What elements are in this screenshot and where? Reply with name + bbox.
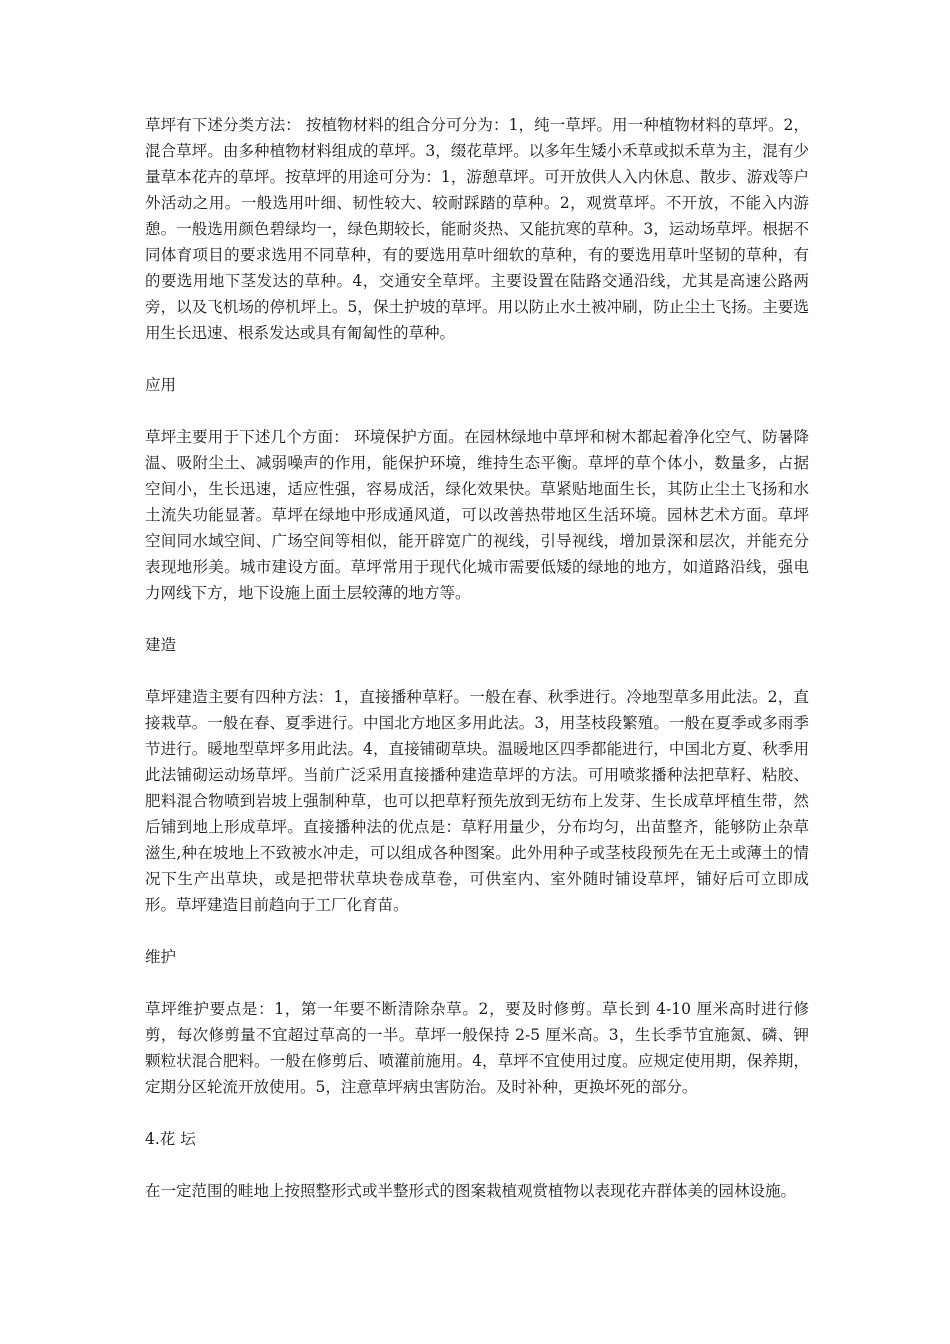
paragraph-gap — [145, 918, 809, 944]
paragraph-gap — [145, 606, 809, 632]
heading-construction: 建造 — [145, 636, 177, 654]
paragraph-gap — [145, 1100, 809, 1126]
paragraph-gap — [145, 970, 809, 996]
heading-application: 应用 — [145, 376, 177, 394]
paragraph-lawn-maintenance: 草坪维护要点是：1，第一年要不断清除杂草。2，要及时修剪。草长到 4-10 厘米高时进行修剪，每次修剪量不宜超过草高的一半。草坪一般保持 2-5 厘米高。3，生长季节宜施氮、磷、钾颗粒状混合肥料。一般在修剪后、喷灌前施用。4，草坪不宜使用过度。应规定使用期，保养期，定期分区轮流开放使用。5，注意草坪病虫害防治。及时补种，更换坏死的部分。 — [145, 1000, 809, 1096]
document-page — [145, 112, 809, 1204]
paragraph-flower-bed-definition: 在一定范围的畦地上按照整形式或半整形式的图案栽植观赏植物以表现花卉群体美的园林设施。 — [145, 1182, 797, 1200]
paragraph-lawn-application: 草坪主要用于下述几个方面： 环境保护方面。在园林绿地中草坪和树木都起着净化空气、防暑降温、吸附尘土、减弱噪声的作用，能保护环境，维持生态平衡。草坪的草个体小，数量多，占据空间小，生长迅速，适应性强，容易成活，绿化效果快。草紧贴地面生长，其防止尘土飞扬和水土流失功能显著。草坪在绿地中形成通风道，可以改善热带地区生活环境。园林艺术方面。草坪空间同水域空间、广场空间等相似，能开辟宽广的视线，引导视线，增加景深和层次，并能充分表现地形美。城市建设方面。草坪常用于现代化城市需要低矮的绿地的地方，如道路沿线，强电力网线下方，地下设施上面土层较薄的地方等。 — [145, 428, 809, 602]
paragraph-lawn-construction: 草坪建造主要有四种方法：1，直接播种草籽。一般在春、秋季进行。冷地型草多用此法。2，直接栽草。一般在春、夏季进行。中国北方地区多用此法。3，用茎枝段繁殖。一般在夏季或多雨季节进行。暖地型草坪多用此法。4，直接铺砌草块。温暖地区四季都能进行，中国北方夏、秋季用此法铺砌运动场草坪。当前广泛采用直接播种建造草坪的方法。可用喷浆播种法把草籽、粘胶、肥料混合物喷到岩坡上强制种草，也可以把草籽预先放到无纺布上发芽、生长成草坪植生带，然后铺到地上形成草坪。直接播种法的优点是：草籽用量少，分布均匀，出苗整齐，能够防止杂草滋生,种在坡地上不致被水冲走，可以组成各种图案。此外用种子或茎枝段预先在无土或薄土的情况下生产出草块，或是把带状草块卷成草卷，可供室内、室外随时铺设草坪，铺好后可立即成形。草坪建造目前趋向于工厂化育苗。 — [145, 688, 809, 914]
paragraph-gap — [145, 398, 809, 424]
paragraph-gap — [145, 346, 809, 372]
heading-flower-bed: 4.花 坛 — [145, 1130, 196, 1148]
paragraph-lawn-classification: 草坪有下述分类方法： 按植物材料的组合分可分为：1，纯一草坪。用一种植物材料的草坪。2，混合草坪。由多种植物材料组成的草坪。3，缀花草坪。以多年生矮小禾草或拟禾草为主，混有少量草本花卉的草坪。按草坪的用途可分为：1，游憩草坪。可开放供人入内休息、散步、游戏等户外活动之用。一般选用叶细、韧性较大、较耐踩踏的草种。2，观赏草坪。不开放，不能入内游憩。一般选用颜色碧绿均一，绿色期较长，能耐炎热、又能抗寒的草种。3，运动场草坪。根据不同体育项目的要求选用不同草种，有的要选用草叶细软的草种，有的要选用草叶坚韧的草种，有的要选用地下茎发达的草种。4，交通安全草坪。主要设置在陆路交通沿线，尤其是高速公路两旁，以及飞机场的停机坪上。5，保土护坡的草坪。用以防止水土被冲刷，防止尘土飞扬。主要选用生长迅速、根系发达或具有匍匐性的草种。 — [145, 116, 809, 342]
heading-maintenance: 维护 — [145, 948, 177, 966]
paragraph-gap — [145, 1152, 809, 1178]
paragraph-gap — [145, 658, 809, 684]
